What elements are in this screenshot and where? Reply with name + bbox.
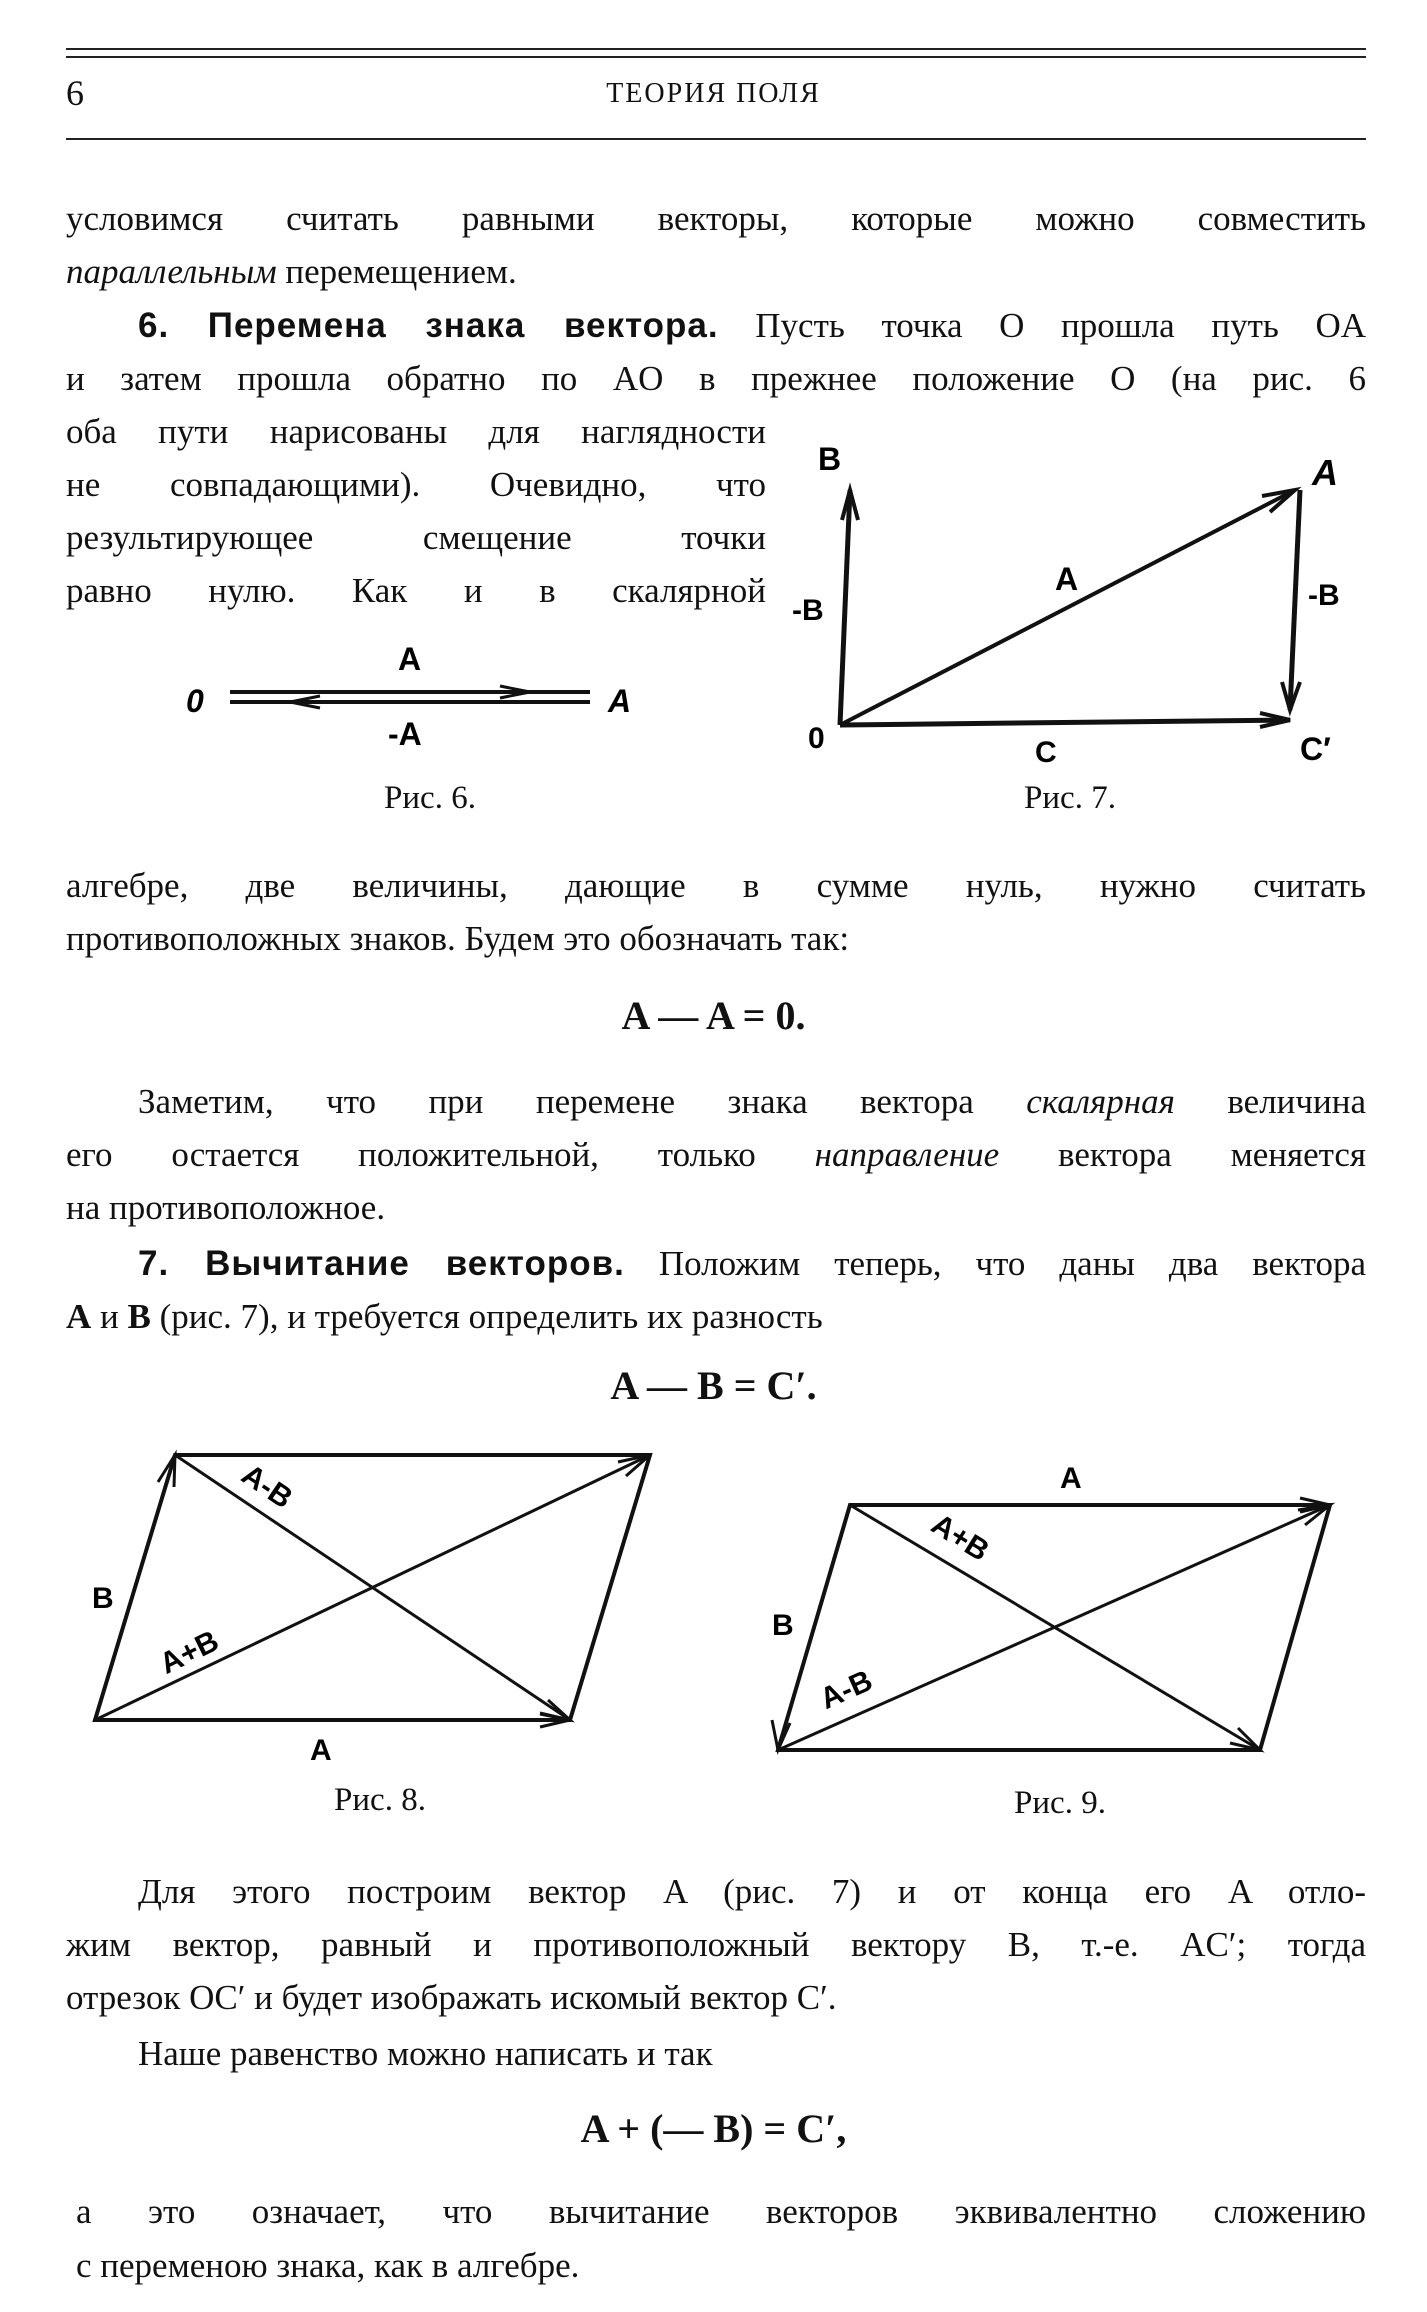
fig7-label-Cprime: C′ — [1300, 731, 1331, 767]
fig6-label-negA: -A — [388, 716, 422, 752]
sec6-line2: и затем прошла обратно по AO в прежнее положение O (на рис. 6 — [66, 359, 1366, 398]
note-line2 — [66, 1131, 1366, 1179]
fig9-label-AplusB: A+B — [925, 1507, 995, 1568]
fig7-label-C: C — [1035, 736, 1057, 769]
sec7-line1 — [66, 1240, 1366, 1288]
sec7-line2 — [66, 1293, 1366, 1341]
sec6-line4: не совпадающими). Очевидно, что — [66, 465, 766, 504]
vector-A-bold: A — [66, 1297, 92, 1336]
note-line3: на противоположное. — [66, 1188, 386, 1227]
sec7-p2-l1-text: Наше равенство можно написать и так — [138, 2034, 713, 2073]
fig9-label-AminusB: A-B — [815, 1664, 878, 1716]
fig7-vector-C — [840, 720, 1290, 725]
sec7-p2-line1 — [66, 2030, 1366, 2078]
fig8-label-B: B — [92, 1582, 114, 1615]
fig8-label-AminusB: A-B — [235, 1458, 299, 1516]
sec6-line1 — [66, 302, 1366, 350]
fig9-caption: Рис. 9. — [1014, 1785, 1106, 1821]
fig7-caption: Рис. 7. — [1024, 780, 1116, 816]
header-rule — [66, 138, 1366, 140]
fig7-vector-B — [840, 490, 850, 725]
figure-9 — [760, 1430, 1360, 1760]
fig9-arrowhead-AplusB — [1230, 1728, 1260, 1750]
equation-A-minus-B: A — B = C′. — [610, 1363, 817, 1408]
fig9-label-A: A — [1060, 1462, 1082, 1495]
fig7-label-negB-right: -B — [1308, 579, 1340, 612]
sec7-p1-line1 — [66, 1868, 1366, 1916]
equation-A-plus-negB: A + (— B) = C′, — [580, 2106, 847, 2151]
header-double-rule — [66, 48, 1366, 58]
note-l1-b: величина — [1227, 1082, 1366, 1121]
note-line1 — [66, 1078, 1366, 1126]
sec7-p1-l1-text: Для этого построим вектор A (рис. 7) и от конца его A отло- — [138, 1872, 1366, 1911]
sec7-line1-rest: Положим теперь, что даны два вектора — [658, 1244, 1367, 1283]
para1-line1: условимся считать равными векторы, которые можно совместить — [66, 199, 1366, 238]
fig7-vector-A — [840, 490, 1295, 725]
fig9-label-B: B — [772, 1609, 794, 1642]
fig6-label-A-end: A — [608, 683, 632, 719]
sec6-line6: равно нулю. Как и в скалярной — [66, 571, 766, 610]
italic-scalar: скалярная — [1026, 1082, 1175, 1121]
figure-8 — [70, 1430, 670, 1760]
sec7-p1-line3: отрезок OC′ и будет изображать искомый вектор C′. — [66, 1978, 837, 2017]
and-word: и — [100, 1297, 119, 1336]
note-l2-a: его остается положительной, только — [66, 1135, 756, 1174]
note-l1-a: Заметим, что при перемене знака вектора — [138, 1082, 974, 1121]
sec7-p1-line2: жим вектор, равный и противоположный вектору B, т.-е. AC′; тогда — [66, 1925, 1366, 1964]
figure-6 — [170, 640, 680, 760]
fig7-label-A-point: A — [1312, 452, 1338, 493]
sec6-heading: 6. Перемена знака вектора. — [138, 306, 719, 345]
fig6-label-O: 0 — [186, 683, 204, 719]
sec7-heading: 7. Вычитание векторов. — [138, 1244, 625, 1283]
sec6-line3: оба пути нарисованы для наглядности — [66, 412, 766, 451]
fig8-caption: Рис. 8. — [334, 1782, 426, 1818]
fig7-arrowhead-A — [1262, 490, 1295, 512]
equation-A-minus-A: A — A = 0. — [621, 993, 806, 1038]
sec6-line1-rest: Пусть точка O прошла путь OA — [755, 306, 1367, 345]
fig7-label-B: B — [818, 441, 842, 477]
sec6-line8: противоположных знаков. Будем это обозначать так: — [66, 919, 850, 958]
fig6-caption: Рис. 6. — [384, 780, 476, 816]
fig8-label-A: A — [310, 1734, 332, 1760]
sec7-line2-rest: (рис. 7), и требуется определить их разность — [159, 1297, 823, 1336]
note-l2-b: вектора меняется — [1058, 1135, 1367, 1174]
fig7-label-O: 0 — [808, 722, 825, 755]
para1-line2-rest: перемещением. — [285, 252, 517, 291]
sec6-line5: результирующее смещение точки — [66, 518, 766, 557]
sec6-line7: алгебре, две величины, дающие в сумме нуль, нужно считать — [66, 866, 1366, 905]
running-title: ТЕОРИЯ ПОЛЯ — [606, 78, 821, 109]
fig8-label-AplusB: A+B — [154, 1624, 224, 1681]
fig8-diagonal-AminusB — [175, 1455, 570, 1720]
fig7-label-A: A — [1055, 561, 1079, 597]
sec7-p3-line2: с переменою знака, как в алгебре. — [76, 2246, 580, 2285]
para1-line2 — [66, 248, 1366, 296]
sec7-p3-line1: а это означает, что вычитание векторов эквивалентно сложению — [76, 2192, 1366, 2231]
figure-7 — [770, 430, 1370, 770]
fig9-diagonal-AplusB — [850, 1505, 1260, 1750]
fig7-label-negB-left: -B — [792, 594, 824, 627]
italic-parallel: параллельным — [66, 252, 277, 291]
fig7-vector-negB — [1290, 490, 1300, 710]
vector-B-bold: B — [127, 1297, 151, 1336]
italic-direction: направление — [814, 1135, 1000, 1174]
fig6-label-A: A — [398, 641, 422, 677]
page-number: 6 — [66, 73, 84, 113]
